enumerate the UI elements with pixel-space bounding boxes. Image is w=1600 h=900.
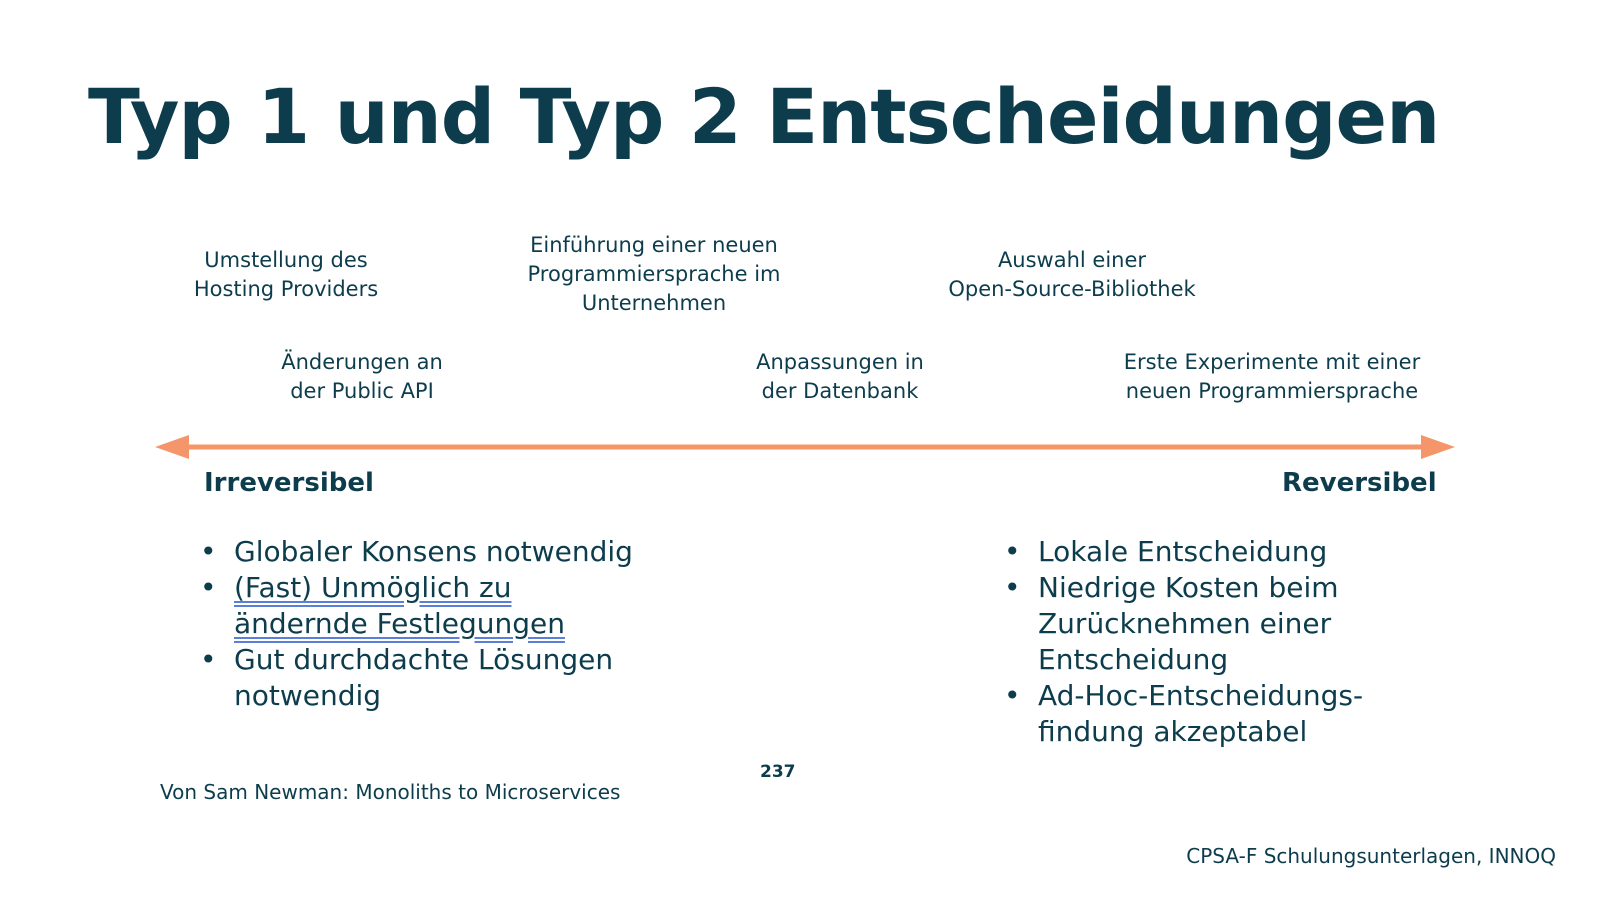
reversibility-scale-arrow <box>155 432 1455 462</box>
slide-title: Typ 1 und Typ 2 Entscheidungen <box>88 72 1440 161</box>
bullet-icon: • <box>200 643 217 676</box>
arrowhead-right-icon <box>1421 435 1455 459</box>
reversible-bullet-list <box>1004 534 1434 750</box>
example-public-api: Änderungen an der Public API <box>281 350 443 403</box>
example-language-experiments: Erste Experimente mit einer neuen Programmiersprache <box>1123 350 1421 403</box>
list-item <box>200 570 720 642</box>
list-item <box>1004 534 1434 570</box>
bullet-text: Gut durchdachte Lösungen notwendig <box>234 643 614 712</box>
example-open-source-library: Auswahl einer Open-Source-Bibliothek <box>948 248 1196 301</box>
bullet-icon: • <box>200 535 217 568</box>
source-citation: Von Sam Newman: Monoliths to Microservices <box>160 780 621 804</box>
bullet-icon: • <box>1004 679 1021 712</box>
example-new-programming-language: Einführung einer neuen Programmiersprache im Unternehmen <box>527 233 781 315</box>
example-database-changes: Anpassungen in der Datenbank <box>756 350 924 403</box>
arrowhead-left-icon <box>155 435 189 459</box>
footer-credit: CPSA-F Schulungsunterlagen, INNOQ <box>1186 844 1556 868</box>
bullet-text: (Fast) Unmöglich zu <box>234 571 512 604</box>
irreversible-bullet-list <box>200 534 720 714</box>
bullet-text-continued: ändernde Festlegungen <box>234 607 565 640</box>
list-item <box>1004 678 1434 750</box>
bullet-text: Globaler Konsens notwendig <box>234 535 633 568</box>
bullet-text: Niedrige Kosten beim Zurücknehmen einer Entscheidung <box>1038 571 1339 676</box>
reversible-label: Reversibel <box>1282 468 1437 498</box>
list-item <box>200 642 720 714</box>
irreversible-label: Irreversibel <box>204 468 374 498</box>
bullet-icon: • <box>1004 535 1021 568</box>
list-item <box>200 534 720 570</box>
page-number: 237 <box>760 762 796 782</box>
bullet-text: Lokale Entscheidung <box>1038 535 1328 568</box>
bullet-text: Ad-Hoc-Entscheidungs-findung akzeptabel <box>1038 679 1364 748</box>
list-item <box>1004 570 1434 678</box>
example-hosting-provider: Umstellung des Hosting Providers <box>193 248 379 301</box>
bullet-icon: • <box>200 571 217 604</box>
bullet-icon: • <box>1004 571 1021 604</box>
